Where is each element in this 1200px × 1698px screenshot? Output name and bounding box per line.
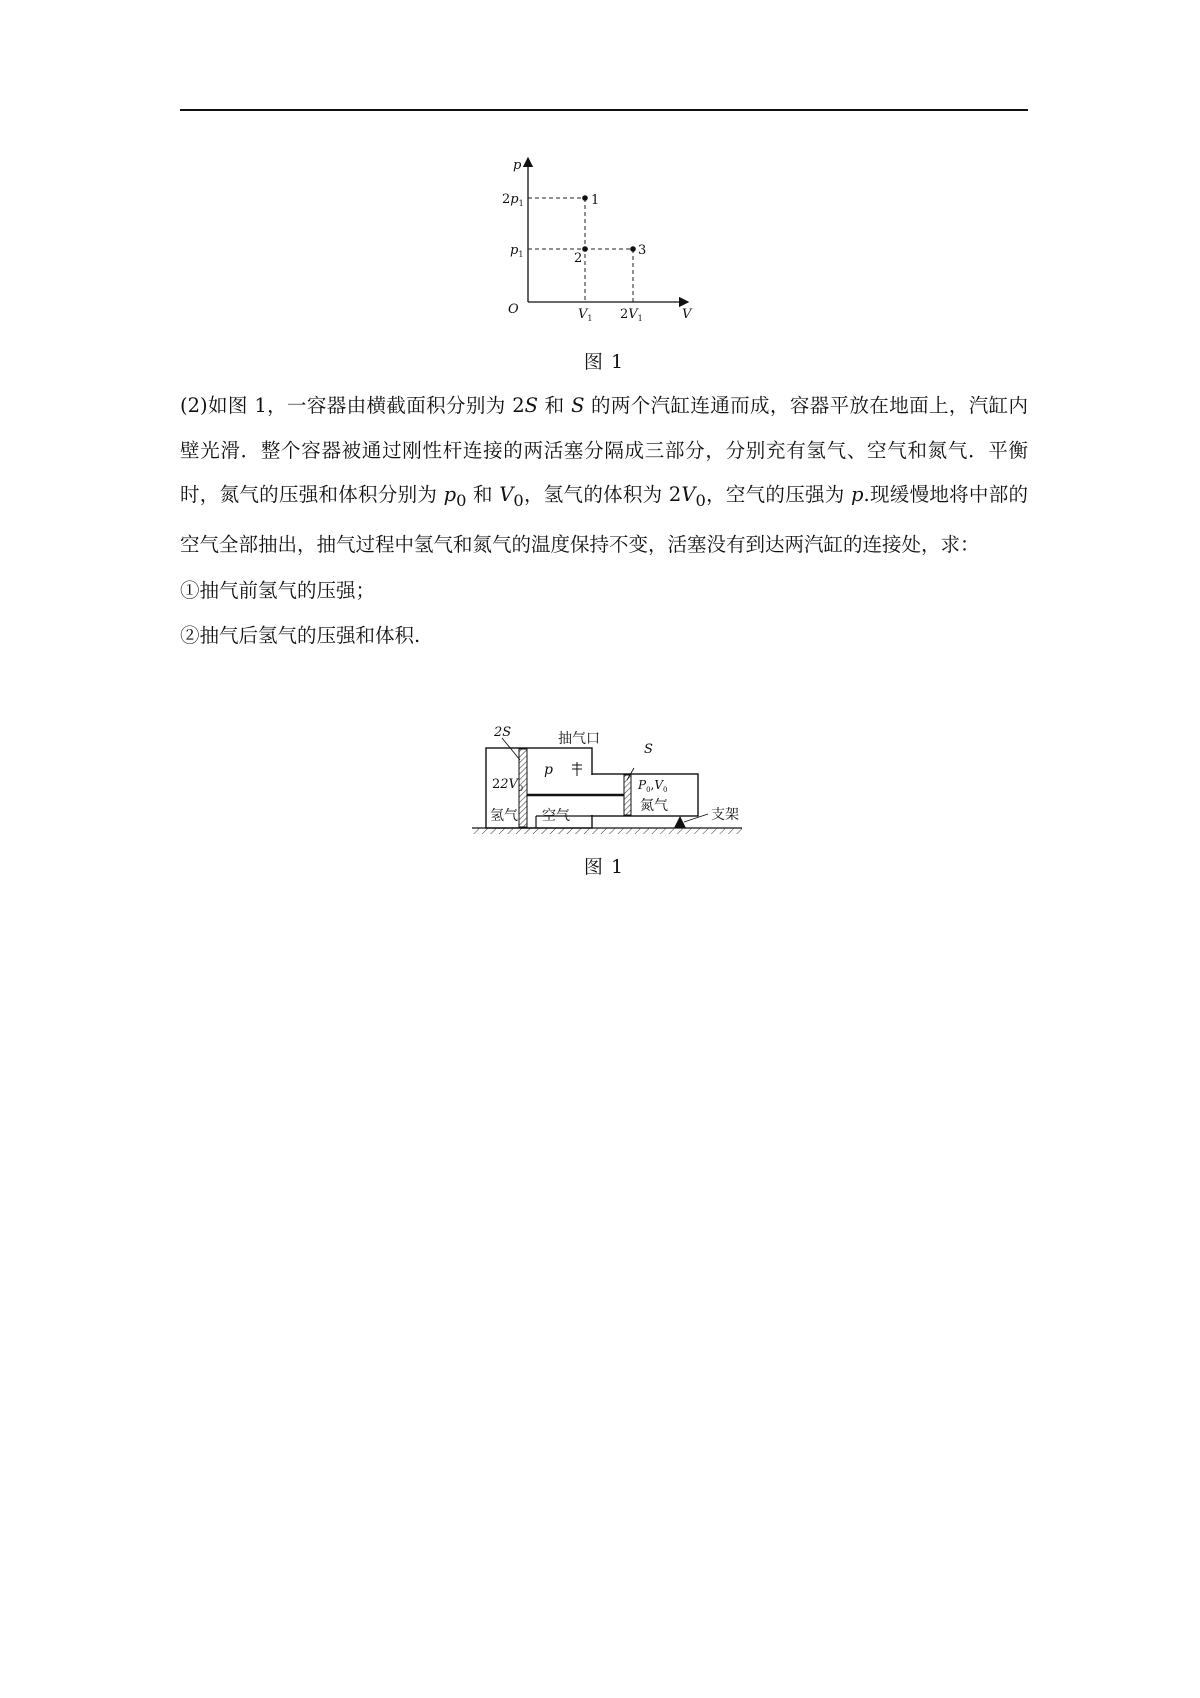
tick-2v1: $2V_1$ (620, 307, 643, 322)
label-pump-port: 抽气口 (558, 731, 600, 747)
cylinder-diagram (462, 718, 748, 838)
tick-v1: $V_1$ (578, 307, 593, 322)
state-point-1 (582, 195, 588, 201)
figure-caption-2: 图 1 (583, 856, 625, 878)
ground-hatch (472, 828, 742, 834)
label-s: S (644, 742, 653, 757)
label-nitrogen: 氮气 (640, 798, 668, 814)
label-air: 空气 (542, 808, 570, 824)
pv-diagram (500, 150, 710, 322)
pointer-stand (684, 814, 708, 822)
figure-caption-1: 图 1 (583, 351, 625, 373)
label-hydrogen: 氢气 (490, 808, 518, 824)
point-label-3: 3 (638, 243, 647, 258)
point-label-2: 2 (574, 251, 583, 266)
question-2: ②抽气后氢气的压强和体积. (180, 624, 421, 648)
problem-statement: (2)如图 1，一容器由横截面积分别为 2S 和 S 的两个汽缸连通而成，容器平放在地面上，汽缸内壁光滑．整个容器被通过刚性杆连接的两活塞分隔成三部分，分别充有氢气、空气和氮气．平衡时，氮气的压强和体积分别为 $p_0$ 和 $V_0$，氢气的体积为 $2V_0$，空气的压强为 p.现缓慢地将中部的空气全部抽出，抽气过程中氢气和氮气的温度保持不变，活塞没有到达两汽缸的连接处，求： (180, 394, 1028, 557)
state-point-3 (630, 246, 636, 252)
label-2s: 2S (494, 725, 512, 740)
state-point-2 (582, 246, 588, 252)
origin-label: O (508, 302, 519, 317)
pointer-2s (502, 738, 520, 760)
header-rule (180, 109, 1028, 111)
question-1: ①抽气前氢气的压强； (180, 578, 376, 602)
point-label-1: 1 (591, 193, 600, 208)
small-piston (624, 775, 631, 815)
axis-label-p: p (513, 158, 522, 173)
tick-p1: $p_1$ (510, 243, 524, 259)
label-2v0: $22V_0$ (492, 777, 524, 793)
tick-2p1: $2p_1$ (502, 192, 524, 208)
label-p0v0: $P_0,V_0$ (638, 778, 668, 794)
label-stand: 支架 (711, 807, 739, 823)
label-p: p (544, 762, 553, 778)
problem-text (180, 384, 1028, 659)
axis-label-v: V (682, 307, 692, 322)
